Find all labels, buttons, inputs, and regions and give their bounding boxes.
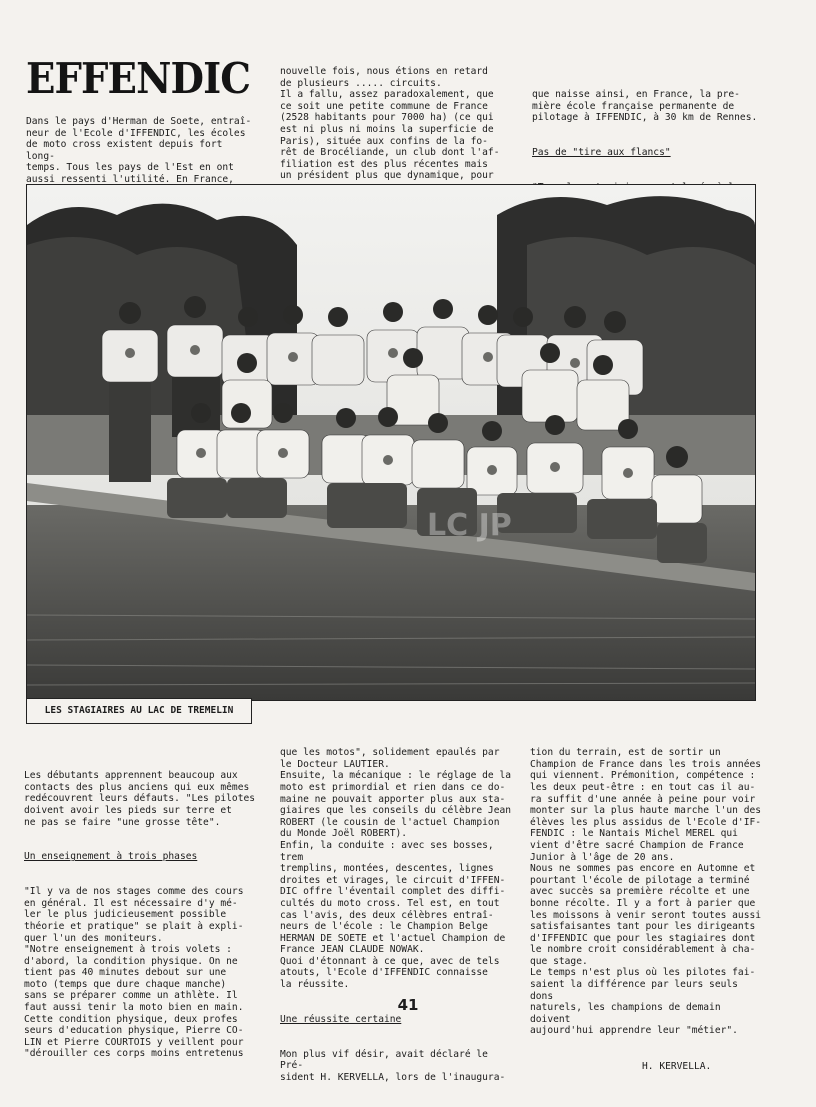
body-col2-line: moto est primordial et rien dans ce do- xyxy=(280,781,506,793)
body-col2-line: le Docteur LAUTIER. xyxy=(280,758,390,770)
intro-column-2 xyxy=(280,66,514,182)
body-col3-line: le nombre croit considérablement à cha- xyxy=(530,944,756,956)
body-col3-line: qui viennent. Prémonition, compétence : xyxy=(530,770,756,782)
photo-caption: LES STAGIAIRES AU LAC DE TREMELIN xyxy=(26,698,252,724)
body-col2-line: sident H. KERVELLA, lors de l'inaugura- xyxy=(280,1071,506,1083)
body-col1-line: Les débutants apprennent beaucoup aux xyxy=(24,770,238,782)
body-col1-line: doivent avoir les pieds sur terre et xyxy=(24,804,232,816)
body-col2-line: Mon plus vif désir, avait déclaré le Pré- xyxy=(280,1048,494,1072)
body-col2-line: Quoi d'étonnant à ce que, avec de tels xyxy=(280,955,500,967)
intro-col2-line: rêt de Brocéliande, un club dont l'af- xyxy=(280,147,500,159)
body-column-1-bottom xyxy=(24,886,260,1060)
intro-column-3-top xyxy=(532,89,760,124)
body-col2-line: giaires que les conseils du célèbre Jean xyxy=(280,805,512,817)
intro-col2-line: filiation est des plus récentes mais xyxy=(280,158,488,170)
body-col3-line: monter sur la plus haute marche l'un des xyxy=(530,805,762,817)
page-number: 41 xyxy=(397,996,419,1014)
body-col2-line: neurs de l'école : le Champion Belge xyxy=(280,921,488,933)
body-col3-line: aujourd'hui apprendre leur "métier". xyxy=(530,1025,738,1037)
body-col2-line: Enfin, la conduite : avec ses bosses, trem xyxy=(280,839,500,863)
body-col1-line: Cette condition physique, deux profes xyxy=(24,1013,238,1025)
intro-col2-line: (2528 habitants pour 7000 ha) (ce qui xyxy=(280,112,494,124)
intro-col2-line: nouvelle fois, nous étions en retard xyxy=(280,66,488,77)
body-col1-line: moto (temps que dure chaque manche) xyxy=(24,978,227,990)
body-col3-line: vient d'être sacré Champion de France xyxy=(530,839,744,851)
body-col2-line: tremplins, montées, descentes, lignes xyxy=(280,863,494,875)
body-col3-line: Le temps n'est plus où les pilotes fai- xyxy=(530,967,756,979)
body-column-2-top xyxy=(280,747,514,990)
body-col2-line: ROBERT (le cousin de l'actuel Champion xyxy=(280,816,500,828)
body-col3-line: tion du terrain, est de sortir un xyxy=(530,747,721,759)
body-col2-line: du Monde Joël ROBERT). xyxy=(280,828,408,840)
watermark: LC JP xyxy=(427,508,512,543)
body-col3-line: saient la différence par leurs seuls dons xyxy=(530,979,744,1002)
body-column-2 xyxy=(280,724,514,1107)
body-column-2-bottom xyxy=(280,1049,514,1084)
intro-col2-line: ce soit une petite commune de France xyxy=(280,100,488,112)
body-col1-line: "Notre enseignement à trois volets : xyxy=(24,944,232,956)
body-col1-line: quer l'un des moniteurs. xyxy=(24,932,163,944)
body-column-1 xyxy=(24,747,260,1083)
body-col2-line: la réussite. xyxy=(280,979,350,991)
body-column-1-top xyxy=(24,770,260,828)
body-col3-line: ra suffit d'une année à peine pour voir xyxy=(530,793,756,805)
body-col2-line: DIC offre l'éventail complet des diffi- xyxy=(280,886,506,898)
body-col2-line: atouts, l'Ecole d'IFFENDIC connaisse xyxy=(280,967,488,979)
body-col3-line: FENDIC : le Nantais Michel MEREL qui xyxy=(530,828,738,840)
intro-col3-line: mière école française permanente de xyxy=(532,100,735,112)
body-col3-line: que stage. xyxy=(530,955,588,967)
intro-col1-line: aussi ressenti l'utilité. En France, xyxy=(26,173,234,185)
body-col3-line: élèves les plus assidus de l'Ecole d'IF- xyxy=(530,816,762,828)
body-col2-line: cas l'avis, des deux célèbres entraî- xyxy=(280,909,494,921)
body-col1-line: tient pas 40 minutes debout sur une xyxy=(24,967,227,979)
body-col2-line: cultés du moto cross. Tel est, en tout xyxy=(280,897,500,909)
signature: H. KERVELLA. xyxy=(642,1061,712,1073)
body-column-3-text xyxy=(530,747,766,1037)
intro-col2-line: de plusieurs ..... circuits. xyxy=(280,77,442,89)
body-col3-line: Junior à l'âge de 20 ans. xyxy=(530,851,675,863)
body-col1-line: sans se préparer comme un athlète. Il xyxy=(24,990,238,1002)
body-col1-line: théorie et pratique" se plait à expli- xyxy=(24,920,244,932)
group-photo xyxy=(26,184,756,701)
intro-col2-line: est ni plus ni moins la superficie de xyxy=(280,123,494,135)
body-col3-line: Nous ne sommes pas encore en Automne et xyxy=(530,863,756,875)
body-col3-line: les deux peut-être : en tout cas il au- xyxy=(530,781,756,793)
body-col3-line: d'IFFENDIC que pour les stagiaires dont xyxy=(530,932,756,944)
body-col2-line: droites et virages, le circuit d'IFFEN- xyxy=(280,874,506,886)
intro-col2-line: Il a fallu, assez paradoxalement, que xyxy=(280,89,494,101)
body-col3-line: bonne récolte. Il y a fort à parier que xyxy=(530,897,756,909)
intro-col3-line: pilotage à IFFENDIC, à 30 km de Rennes. xyxy=(532,112,758,124)
intro-col2-line: Paris), située aux confins de la fo- xyxy=(280,135,488,147)
body-col2-line: HERMAN DE SOETE et l'actuel Champion de xyxy=(280,932,506,944)
subhead-reussite: Une réussite certaine xyxy=(280,1013,402,1025)
body-col2-line: que les motos", solidement epaulés par xyxy=(280,747,500,759)
group-photo-image xyxy=(27,185,755,700)
body-col3-line: satisfaisantes tant pour les dirigeants xyxy=(530,921,756,933)
body-col1-line: d'abord, la condition physique. On ne xyxy=(24,955,238,967)
body-col3-line: avec succès sa première récolte et une xyxy=(530,886,750,898)
article-title: EFFENDIC xyxy=(26,54,251,103)
body-col2-line: maine ne pouvait apporter plus aux sta- xyxy=(280,793,506,805)
body-col1-line: seurs d'education physique, Pierre CO- xyxy=(24,1025,244,1037)
body-col2-line: Ensuite, la mécanique : le réglage de la xyxy=(280,770,512,782)
intro-col1-line: temps. Tous les pays de l'Est en ont xyxy=(26,162,234,174)
body-column-3 xyxy=(530,724,766,1096)
subhead-enseignement: Un enseignement à trois phases xyxy=(24,851,198,863)
intro-col3-line: que naisse ainsi, en France, la pre- xyxy=(532,89,740,101)
body-col1-line: faut aussi tenir la moto bien en main. xyxy=(24,1002,244,1014)
body-col1-line: redécouvrent leurs défauts. "Les pilotes xyxy=(24,793,256,805)
body-col1-line: "dérouiller ces corps moins entretenus xyxy=(24,1048,244,1060)
body-col1-line: "Il y va de nos stages comme des cours xyxy=(24,886,244,898)
subhead-tire-aux-flancs: Pas de "tire aux flancs" xyxy=(532,147,671,159)
body-col3-line: Champion de France dans les trois années xyxy=(530,758,762,770)
body-col3-line: pourtant l'école de pilotage a terminé xyxy=(530,874,750,886)
body-col1-line: LIN et Pierre COURTOIS y veillent pour xyxy=(24,1036,244,1048)
body-col1-line: ler le plus judicieusement possible xyxy=(24,909,227,921)
body-col1-line: contacts des plus anciens qui eux mêmes xyxy=(24,781,250,793)
intro-col2-line: un président plus que dynamique, pour xyxy=(280,170,494,182)
body-col1-line: en général. Il est nécessaire d'y mé- xyxy=(24,897,238,909)
body-col2-line: France JEAN CLAUDE NOWAK. xyxy=(280,944,425,956)
body-col1-line: ne pas se faire "une grosse tête". xyxy=(24,816,221,828)
intro-col1-line: Dans le pays d'Herman de Soete, entraî- xyxy=(26,116,252,127)
body-col3-line: naturels, les champions de demain doivent xyxy=(530,1002,727,1025)
intro-col1-line: neur de l'Ecole d'IFFENDIC, les écoles xyxy=(26,127,246,139)
intro-col1-line: de moto cross existent depuis fort long- xyxy=(26,139,229,162)
body-col3-line: les moissons à venir seront toutes aussi xyxy=(530,909,762,921)
